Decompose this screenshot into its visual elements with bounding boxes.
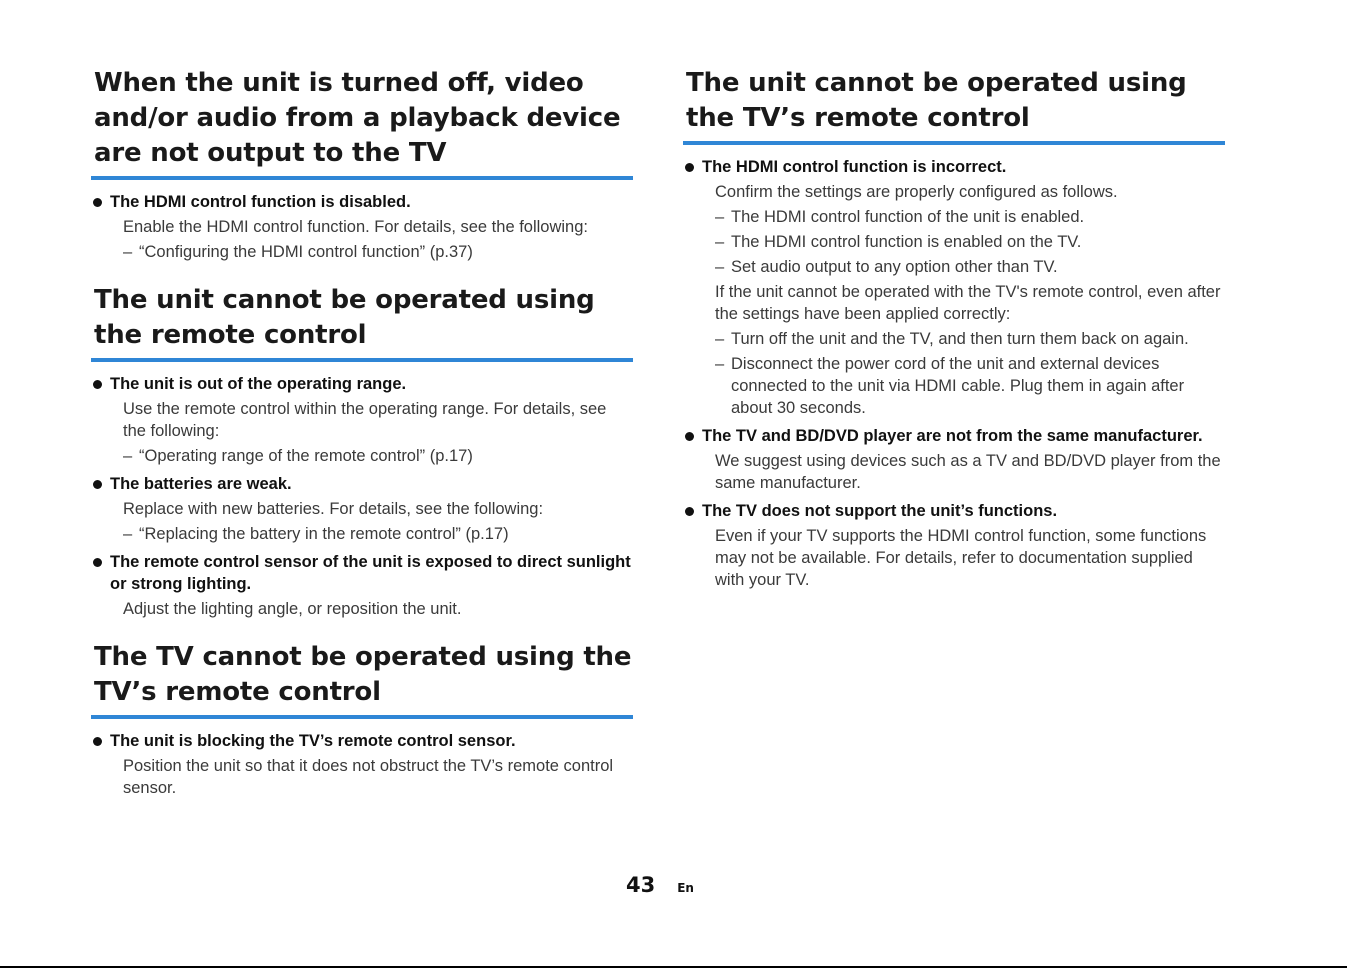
item-title-text: The unit is out of the operating range. [110, 375, 407, 393]
setting-text: Disconnect the power cord of the unit and external devices connected to the unit via HDMI cable. Plug them in again after about 30 seconds. [731, 355, 1185, 417]
troubleshoot-item [93, 473, 633, 545]
item-title-text: The TV does not support the unit’s functions. [702, 502, 1058, 520]
item-title-text: The unit is blocking the TV’s remote control sensor. [110, 732, 516, 750]
bullet-icon [93, 558, 102, 567]
troubleshoot-item [93, 191, 633, 263]
item-text: Confirm the settings are properly configured as follows. [715, 183, 1118, 201]
dash-marker: – [715, 258, 725, 276]
item-text: If the unit cannot be operated with the TV's remote control, even after the settings have been applied correctly: [715, 283, 1221, 323]
item-title [685, 500, 1225, 522]
item-title-text: The HDMI control function is incorrect. [702, 158, 1007, 176]
troubleshoot-item [685, 425, 1225, 494]
bullet-icon [685, 163, 694, 172]
section-video-audio-not-output [93, 66, 633, 263]
dash-marker: – [123, 243, 133, 261]
reference-text: “Replacing the battery in the remote control” (p.17) [139, 525, 509, 543]
troubleshoot-item [685, 500, 1225, 591]
item-text: Replace with new batteries. For details, see the following: [123, 500, 544, 518]
item-text: Even if your TV supports the HDMI control function, some functions may not be available. For details, refer to documentation supplied with your TV. [715, 527, 1207, 589]
setting-text: Turn off the unit and the TV, and then turn them back on again. [731, 330, 1189, 348]
troubleshoot-item [93, 730, 633, 799]
bullet-icon [93, 480, 102, 489]
section-tv-remote [93, 640, 633, 799]
setting-line [699, 206, 1225, 228]
item-title [685, 425, 1225, 447]
section-heading: The unit cannot be operated using the remote control [94, 285, 595, 350]
page-number: 43 [626, 873, 656, 897]
item-text: Use the remote control within the operating range. For details, see the following: [123, 400, 607, 440]
item-title-text: The batteries are weak. [110, 475, 292, 493]
right-column [685, 66, 1225, 611]
reference-text: “Configuring the HDMI control function” (p.37) [139, 243, 473, 261]
section-heading: The unit cannot be operated using the TV’s remote control [686, 68, 1187, 133]
reference-line [107, 445, 633, 467]
item-text: Enable the HDMI control function. For details, see the following: [123, 218, 588, 236]
dash-marker: – [715, 208, 725, 226]
item-text: We suggest using devices such as a TV and BD/DVD player from the same manufacturer. [715, 452, 1221, 492]
language-label: En [677, 881, 694, 895]
setting-line [699, 328, 1225, 350]
item-text: Position the unit so that it does not obstruct the TV’s remote control sensor. [123, 757, 614, 797]
item-title [93, 551, 633, 595]
setting-text: Set audio output to any option other than TV. [731, 258, 1058, 276]
reference-line [107, 241, 633, 263]
dash-marker: – [715, 355, 725, 373]
item-text: Adjust the lighting angle, or reposition the unit. [123, 600, 462, 618]
section-heading: When the unit is turned off, video and/or audio from a playback device are not output to the TV [94, 68, 621, 168]
troubleshoot-item [93, 551, 633, 620]
section-remote-control [93, 283, 633, 620]
item-title [93, 191, 633, 213]
item-title [685, 156, 1225, 178]
bullet-icon [93, 198, 102, 207]
bullet-icon [93, 737, 102, 746]
page-bottom-border [0, 966, 1347, 968]
item-title-text: The TV and BD/DVD player are not from the same manufacturer. [702, 427, 1203, 445]
section-heading: The TV cannot be operated using the TV’s remote control [94, 642, 632, 707]
left-column [93, 66, 633, 819]
item-title [93, 373, 633, 395]
reference-line [107, 523, 633, 545]
heading-rule [683, 141, 1225, 145]
dash-marker: – [715, 330, 725, 348]
section-tv-remote-unit [685, 66, 1225, 591]
bullet-icon [93, 380, 102, 389]
troubleshoot-item [93, 373, 633, 467]
item-title [93, 473, 633, 495]
dash-marker: – [715, 233, 725, 251]
dash-marker: – [123, 525, 133, 543]
item-title [93, 730, 633, 752]
bullet-icon [685, 432, 694, 441]
heading-rule [91, 715, 633, 719]
reference-text: “Operating range of the remote control” (p.17) [139, 447, 473, 465]
heading-rule [91, 176, 633, 180]
setting-text: The HDMI control function is enabled on the TV. [731, 233, 1082, 251]
item-title-text: The HDMI control function is disabled. [110, 193, 411, 211]
page-footer [626, 873, 694, 897]
setting-line [699, 231, 1225, 253]
item-title-text: The remote control sensor of the unit is exposed to direct sunlight or strong lighting. [110, 553, 631, 593]
setting-line [699, 256, 1225, 278]
dash-marker: – [123, 447, 133, 465]
setting-line [699, 353, 1225, 419]
bullet-icon [685, 507, 694, 516]
heading-rule [91, 358, 633, 362]
troubleshoot-item [685, 156, 1225, 419]
setting-text: The HDMI control function of the unit is enabled. [731, 208, 1085, 226]
